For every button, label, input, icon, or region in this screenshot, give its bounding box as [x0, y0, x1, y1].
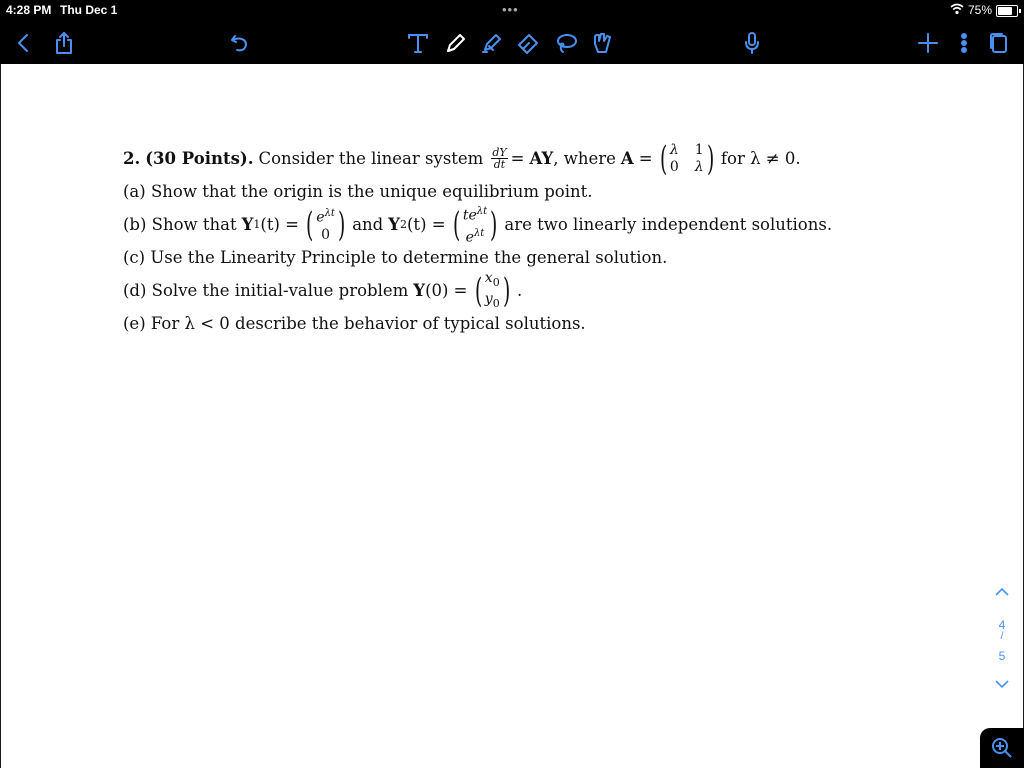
problem-points: (30 Points).: [145, 149, 254, 168]
equals-sign: =: [510, 149, 525, 168]
y2-argument: (t) =: [407, 215, 446, 234]
part-b: (b) Show that Y 1 (t) = ( $e^{\lambda t}$ 0 ) and Y 2 (t) = ( $te^{\lambda t}$ $e^{\lambda t}$ ) are two linearly independent solutions.: [123, 204, 833, 246]
derivative-fraction: $\frac{dY}{dt}$: [492, 146, 507, 171]
status-date: Thu Dec 1: [60, 3, 118, 17]
lasso-icon[interactable]: [550, 22, 582, 64]
pen-icon[interactable]: [440, 22, 472, 64]
current-page-number: 4: [998, 618, 1006, 632]
y-symbol: Y: [413, 281, 426, 300]
and-text: and: [352, 215, 384, 234]
pages-icon[interactable]: [982, 22, 1014, 64]
status-bar: [0, 0, 1024, 22]
problem-number: 2.: [123, 149, 141, 168]
y-argument: (0) =: [425, 281, 468, 300]
vector-y2: ( $te^{\lambda t}$ $e^{\lambda t}$ ): [452, 204, 498, 246]
part-d-text: (d) Solve the initial-value problem: [123, 281, 409, 300]
total-pages: 5: [998, 649, 1006, 663]
status-time: 4:28 PM: [6, 3, 52, 17]
page-navigator: [988, 582, 1016, 696]
add-icon[interactable]: [912, 22, 944, 64]
problem-text: [123, 138, 883, 340]
share-icon[interactable]: [48, 22, 80, 64]
condition-text: for λ ≠ 0.: [720, 149, 801, 168]
multitasking-dots[interactable]: •••: [502, 2, 519, 17]
highlighter-icon[interactable]: [476, 22, 508, 64]
shapes-icon[interactable]: [586, 22, 618, 64]
part-c-text: (c) Use the Linearity Principle to determine the general solution.: [123, 248, 668, 267]
back-icon[interactable]: [8, 22, 40, 64]
part-e-text: (e) For λ < 0 describe the behavior of typical solutions.: [123, 314, 586, 333]
part-b-text: (b) Show that: [123, 215, 237, 234]
equals-sign: =: [638, 149, 653, 168]
a-symbol: A: [620, 149, 634, 168]
where-text: , where: [553, 149, 616, 168]
next-page-icon[interactable]: [994, 678, 1010, 693]
text-tool-icon[interactable]: [402, 22, 434, 64]
y2-symbol: Y: [388, 215, 400, 234]
part-d: (d) Solve the initial-value problem Y (0) = ( $x_0$ $y_0$ ) .: [123, 269, 523, 311]
ay-symbol: AY: [529, 149, 554, 168]
matrix-cell: λ: [669, 141, 679, 158]
page-separator: /: [1000, 631, 1004, 642]
statement-text: Consider the linear system: [258, 149, 484, 168]
part-a: [123, 175, 883, 208]
y1-symbol: Y: [241, 215, 254, 234]
matrix-cell: 1: [694, 141, 704, 158]
toolbar: [0, 22, 1024, 64]
battery-percent: 75%: [968, 3, 993, 17]
part-a-text: (a) Show that the origin is the unique equilibrium point.: [123, 182, 593, 201]
previous-page-icon[interactable]: [994, 586, 1010, 601]
battery-icon: [996, 5, 1018, 17]
y1-argument: (t) =: [260, 215, 299, 234]
zoom-in-icon[interactable]: [980, 728, 1024, 768]
problem-statement: [123, 138, 883, 179]
matrix-cell: λ: [694, 158, 704, 175]
more-icon[interactable]: [948, 22, 980, 64]
matrix-a: ( λ 1 0 λ ): [659, 138, 714, 179]
matrix-cell: 0: [669, 158, 679, 175]
vector-y1: ( $e^{\lambda t}$ 0 ): [305, 204, 346, 245]
undo-icon[interactable]: [224, 22, 256, 64]
initial-vector: ( $x_0$ $y_0$ ): [474, 269, 510, 311]
document-page[interactable]: [1, 64, 1023, 768]
wifi-icon: [950, 2, 964, 19]
eraser-icon[interactable]: [512, 22, 544, 64]
microphone-icon[interactable]: [736, 22, 768, 64]
part-e: [123, 307, 883, 340]
part-b-conclusion: are two linearly independent solutions.: [504, 215, 833, 234]
